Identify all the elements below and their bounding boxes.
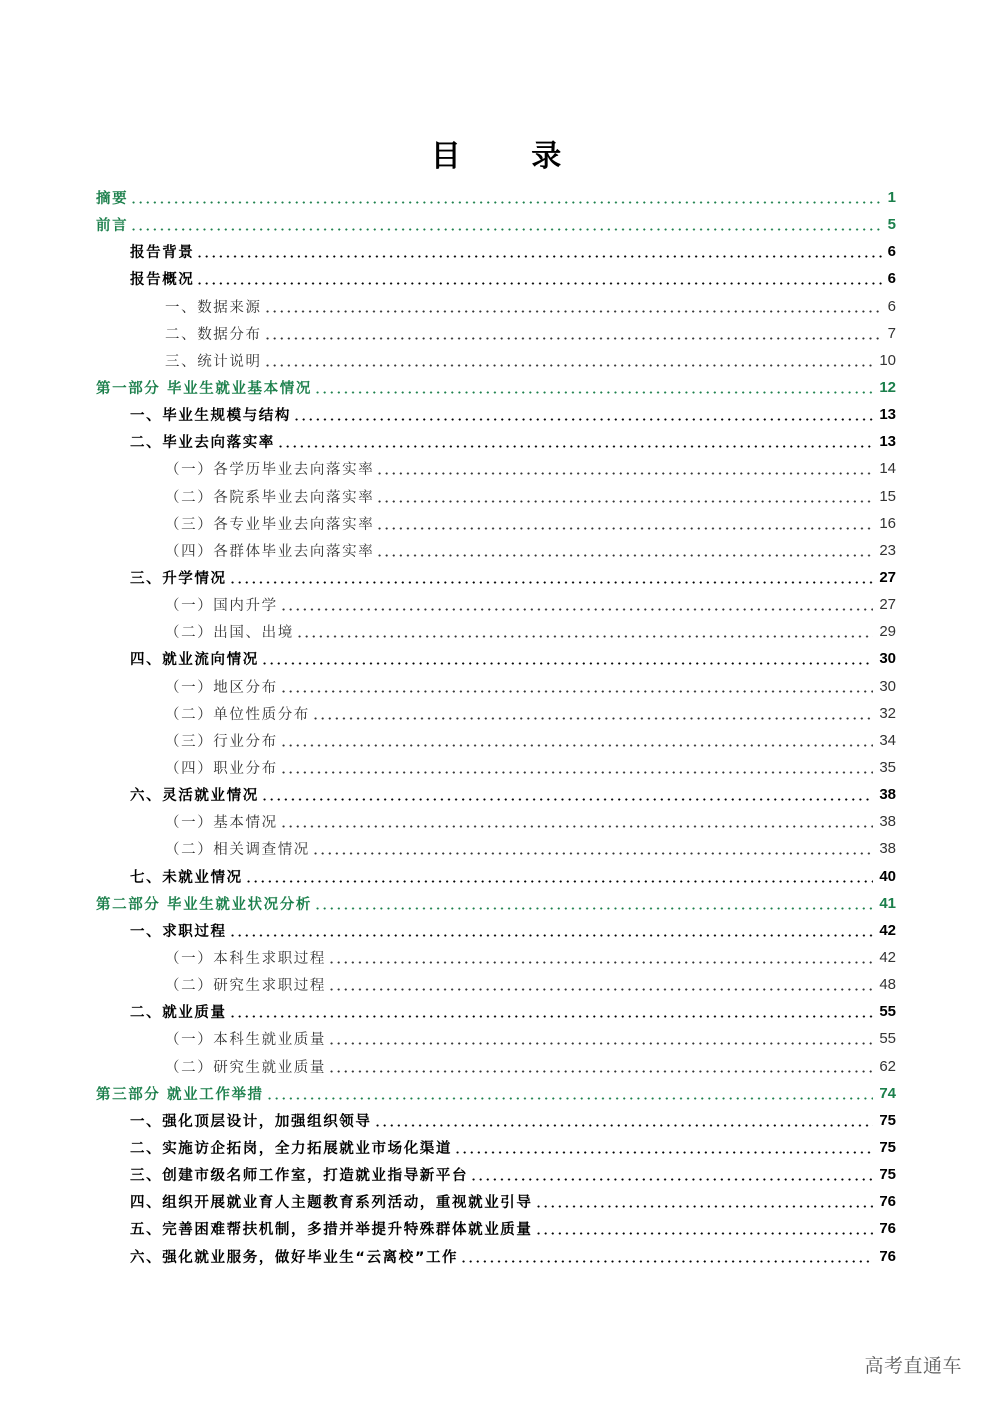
toc-entry-title: 二、就业质量 bbox=[130, 1005, 227, 1022]
toc-entry-title: 第一部分 毕业生就业基本情况 bbox=[96, 381, 312, 398]
dot-leader bbox=[312, 842, 873, 855]
toc-entry-title: （一）国内升学 bbox=[165, 598, 278, 615]
toc-entry-title: 一、强化顶层设计，加强组织领导 bbox=[130, 1113, 372, 1130]
toc-entry-page-number: 42 bbox=[879, 949, 896, 966]
dot-leader bbox=[280, 815, 874, 828]
toc-entry-title: 四、就业流向情况 bbox=[130, 652, 259, 669]
dot-leader bbox=[130, 191, 881, 204]
toc-entry[interactable] bbox=[0, 211, 992, 238]
toc-entry-title: 报告概况 bbox=[130, 272, 195, 289]
toc-entry-title: （四）职业分布 bbox=[165, 761, 278, 778]
toc-entry-title: （一）各学历毕业去向落实率 bbox=[165, 462, 375, 479]
toc-entry-page-number: 27 bbox=[879, 569, 896, 587]
toc-entry-title: （二）相关调查情况 bbox=[165, 842, 310, 859]
toc-entry-title: （二）研究生就业质量 bbox=[165, 1059, 326, 1076]
toc-entry[interactable] bbox=[0, 835, 992, 862]
toc-entry-title: 第二部分 毕业生就业状况分析 bbox=[96, 896, 312, 913]
dot-leader bbox=[535, 1195, 874, 1208]
toc-entry[interactable] bbox=[0, 1134, 992, 1161]
toc-entry[interactable] bbox=[0, 184, 992, 211]
dot-leader bbox=[312, 707, 873, 720]
toc-entry-page-number: 41 bbox=[879, 894, 896, 912]
toc-entry-page-number: 38 bbox=[879, 840, 896, 858]
toc-entry-page-number: 76 bbox=[879, 1193, 896, 1211]
toc-entry-page-number: 27 bbox=[879, 596, 896, 614]
dot-leader bbox=[280, 734, 874, 747]
toc-entry-title: 二、数据分布 bbox=[165, 326, 262, 343]
toc-entry[interactable] bbox=[0, 700, 992, 727]
toc-entry[interactable] bbox=[0, 645, 992, 672]
toc-entry[interactable] bbox=[0, 293, 992, 320]
toc-entry-page-number: 38 bbox=[879, 786, 896, 804]
toc-entry-title: （一）本科生就业质量 bbox=[165, 1032, 326, 1049]
toc-entry[interactable] bbox=[0, 591, 992, 618]
toc-entry-page-number: 75 bbox=[879, 1111, 896, 1129]
toc-entry-page-number: 76 bbox=[879, 1247, 896, 1265]
dot-leader bbox=[374, 1114, 874, 1127]
toc-entry-page-number: 6 bbox=[887, 270, 896, 288]
toc-entry-page-number: 23 bbox=[879, 541, 896, 559]
dot-leader bbox=[376, 490, 873, 503]
toc-entry[interactable] bbox=[0, 374, 992, 401]
dot-leader bbox=[296, 625, 874, 638]
toc-entry[interactable] bbox=[0, 890, 992, 917]
dot-leader bbox=[229, 1005, 874, 1018]
toc-entry-page-number: 1 bbox=[887, 189, 896, 207]
dot-leader bbox=[261, 652, 874, 665]
toc-entry[interactable] bbox=[0, 1188, 992, 1215]
toc-entry[interactable] bbox=[0, 1080, 992, 1107]
dot-leader bbox=[460, 1250, 873, 1263]
toc-entry-title: 摘要 bbox=[96, 191, 129, 208]
toc-entry-title: 报告背景 bbox=[130, 245, 195, 262]
toc-entry[interactable] bbox=[0, 944, 992, 971]
toc-entry-title: 二、毕业去向落实率 bbox=[130, 435, 275, 452]
toc-entry-title: 六、灵活就业情况 bbox=[130, 788, 259, 805]
toc-entry-page-number: 15 bbox=[879, 487, 896, 505]
toc-entry[interactable] bbox=[0, 455, 992, 482]
dot-leader bbox=[280, 761, 874, 774]
toc-entry-title: 七、未就业情况 bbox=[130, 869, 243, 886]
toc-entry-title: 四、组织开展就业育人主题教育系列活动，重视就业引导 bbox=[130, 1195, 533, 1212]
dot-leader bbox=[245, 870, 874, 883]
toc-entry[interactable] bbox=[0, 673, 992, 700]
watermark-text: 高考直通车 bbox=[864, 1355, 962, 1377]
toc-entry-page-number: 48 bbox=[879, 976, 896, 994]
toc-entry-title: 一、求职过程 bbox=[130, 923, 227, 940]
toc-entry-title: 第三部分 就业工作举措 bbox=[96, 1086, 264, 1103]
dot-leader bbox=[264, 300, 882, 313]
toc-entry-title: （一）基本情况 bbox=[165, 815, 278, 832]
toc-entry-page-number: 30 bbox=[879, 677, 896, 695]
toc-entry[interactable] bbox=[0, 727, 992, 754]
toc-entry-page-number: 34 bbox=[879, 731, 896, 749]
toc-entry-page-number: 10 bbox=[879, 351, 896, 369]
toc-entry-title: 前言 bbox=[96, 218, 129, 235]
table-of-contents bbox=[0, 184, 992, 1270]
dot-leader bbox=[314, 381, 873, 394]
toc-entry-title: 六、强化就业服务，做好毕业生“云离校”工作 bbox=[130, 1249, 459, 1266]
toc-entry[interactable] bbox=[0, 808, 992, 835]
dot-leader bbox=[261, 788, 874, 801]
toc-entry-page-number: 5 bbox=[887, 216, 896, 234]
toc-entry[interactable] bbox=[0, 998, 992, 1025]
toc-entry-title: （三）各专业毕业去向落实率 bbox=[165, 516, 375, 533]
dot-leader bbox=[328, 978, 873, 991]
toc-entry-title: 一、毕业生规模与结构 bbox=[130, 408, 291, 425]
toc-entry-page-number: 40 bbox=[879, 867, 896, 885]
toc-entry-title: （二）出国、出境 bbox=[165, 625, 294, 642]
toc-entry-title: 五、完善困难帮扶机制，多措并举提升特殊群体就业质量 bbox=[130, 1222, 533, 1239]
dot-leader bbox=[196, 272, 881, 285]
toc-entry[interactable] bbox=[0, 618, 992, 645]
toc-entry-title: 二、实施访企拓岗，全力拓展就业市场化渠道 bbox=[130, 1140, 452, 1157]
dot-leader bbox=[130, 218, 881, 231]
toc-entry[interactable] bbox=[0, 781, 992, 808]
toc-entry[interactable] bbox=[0, 1242, 992, 1269]
toc-entry-page-number: 38 bbox=[879, 813, 896, 831]
dot-leader bbox=[454, 1141, 873, 1154]
toc-entry-title: （四）各群体毕业去向落实率 bbox=[165, 543, 375, 560]
toc-entry-page-number: 75 bbox=[879, 1138, 896, 1156]
toc-entry-page-number: 30 bbox=[879, 650, 896, 668]
toc-entry-title: 三、创建市级名师工作室，打造就业指导新平台 bbox=[130, 1168, 469, 1185]
dot-leader bbox=[264, 327, 882, 340]
dot-leader bbox=[328, 951, 873, 964]
toc-entry-page-number: 55 bbox=[879, 1030, 896, 1048]
dot-leader bbox=[328, 1032, 873, 1045]
dot-leader bbox=[376, 517, 873, 530]
toc-entry-page-number: 32 bbox=[879, 704, 896, 722]
dot-leader bbox=[376, 544, 873, 557]
dot-leader bbox=[535, 1222, 874, 1235]
toc-entry-page-number: 6 bbox=[887, 297, 896, 315]
toc-entry[interactable] bbox=[0, 863, 992, 890]
toc-entry[interactable] bbox=[0, 1025, 992, 1052]
dot-leader bbox=[280, 680, 874, 693]
toc-entry[interactable] bbox=[0, 483, 992, 510]
toc-entry-title: （二）各院系毕业去向落实率 bbox=[165, 489, 375, 506]
dot-leader bbox=[196, 245, 881, 258]
toc-entry[interactable] bbox=[0, 347, 992, 374]
toc-entry-page-number: 29 bbox=[879, 623, 896, 641]
toc-entry-page-number: 14 bbox=[879, 460, 896, 478]
dot-leader bbox=[229, 924, 874, 937]
dot-leader bbox=[376, 462, 873, 475]
toc-entry[interactable] bbox=[0, 971, 992, 998]
dot-leader bbox=[264, 354, 874, 367]
page-title: 目 录 bbox=[430, 139, 592, 174]
toc-entry-page-number: 74 bbox=[879, 1084, 896, 1102]
toc-entry-page-number: 16 bbox=[879, 514, 896, 532]
toc-entry[interactable] bbox=[0, 1107, 992, 1134]
toc-entry-title: （一）本科生求职过程 bbox=[165, 951, 326, 967]
dot-leader bbox=[293, 408, 873, 421]
toc-entry-page-number: 42 bbox=[879, 921, 896, 939]
dot-leader bbox=[229, 571, 874, 584]
dot-leader bbox=[266, 1087, 874, 1100]
toc-entry-page-number: 75 bbox=[879, 1166, 896, 1184]
toc-entry[interactable] bbox=[0, 510, 992, 537]
dot-leader bbox=[328, 1060, 873, 1073]
toc-entry[interactable] bbox=[0, 1161, 992, 1188]
toc-entry-title: （一）地区分布 bbox=[165, 679, 278, 696]
toc-entry[interactable] bbox=[0, 564, 992, 591]
dot-leader bbox=[277, 435, 873, 448]
toc-entry-page-number: 13 bbox=[879, 433, 896, 451]
toc-entry-title: （二）单位性质分布 bbox=[165, 706, 310, 723]
toc-entry[interactable] bbox=[0, 917, 992, 944]
toc-entry-title: 一、数据来源 bbox=[165, 299, 262, 316]
dot-leader bbox=[280, 598, 874, 611]
toc-entry[interactable] bbox=[0, 428, 992, 455]
toc-entry-title: （二）研究生求职过程 bbox=[165, 978, 326, 995]
toc-entry-page-number: 76 bbox=[879, 1220, 896, 1238]
toc-entry-page-number: 13 bbox=[879, 406, 896, 424]
toc-entry[interactable] bbox=[0, 238, 992, 265]
toc-entry[interactable] bbox=[0, 537, 992, 564]
toc-entry-title: 三、统计说明 bbox=[165, 353, 262, 370]
toc-entry[interactable] bbox=[0, 265, 992, 292]
toc-entry-page-number: 7 bbox=[887, 324, 896, 342]
toc-entry-page-number: 12 bbox=[879, 379, 896, 397]
toc-entry[interactable] bbox=[0, 754, 992, 781]
toc-entry[interactable] bbox=[0, 1053, 992, 1080]
toc-entry-title: 三、升学情况 bbox=[130, 571, 227, 588]
toc-entry[interactable] bbox=[0, 1215, 992, 1242]
toc-entry-page-number: 55 bbox=[879, 1003, 896, 1021]
toc-entry-page-number: 6 bbox=[887, 243, 896, 261]
dot-leader bbox=[314, 897, 873, 910]
toc-entry[interactable] bbox=[0, 401, 992, 428]
toc-entry-title: （三）行业分布 bbox=[165, 733, 278, 750]
toc-entry-page-number: 62 bbox=[879, 1057, 896, 1075]
toc-entry-page-number: 35 bbox=[879, 759, 896, 777]
dot-leader bbox=[470, 1168, 873, 1181]
toc-entry[interactable] bbox=[0, 320, 992, 347]
